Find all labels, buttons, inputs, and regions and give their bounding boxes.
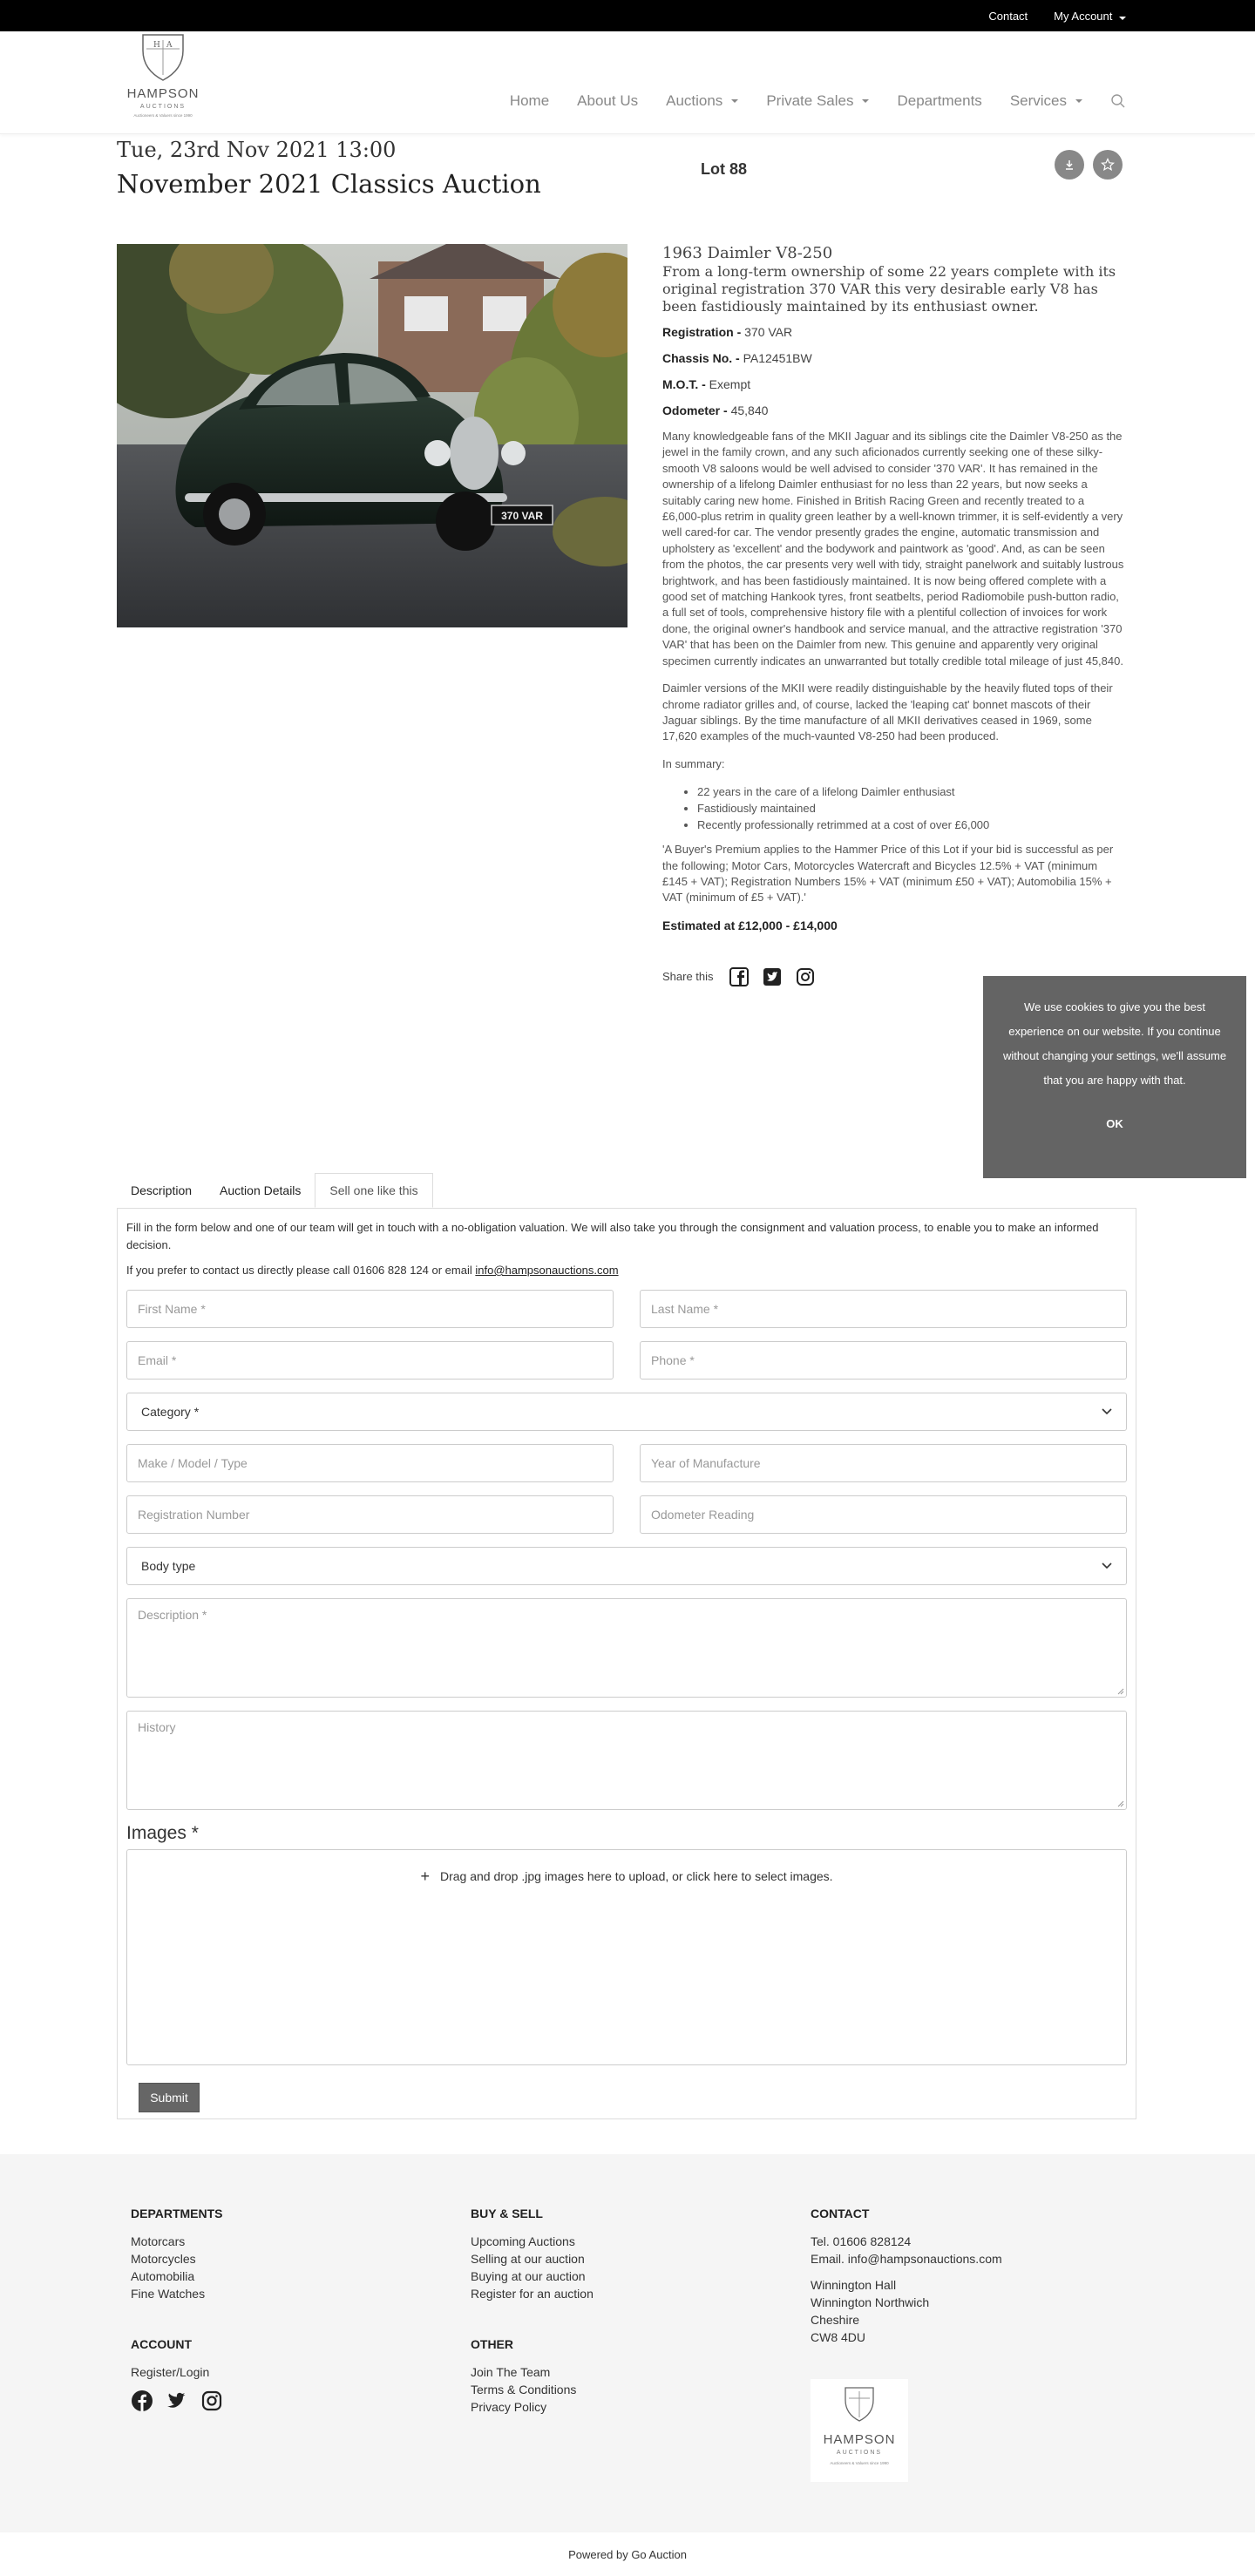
footer-heading: OTHER — [471, 2337, 513, 2351]
spec-value: PA12451BW — [743, 351, 812, 365]
chevron-down-icon — [1102, 1408, 1112, 1415]
download-icon — [1063, 159, 1075, 171]
chevron-down-icon — [1102, 1563, 1112, 1569]
auction-date: Tue, 23rd Nov 2021 13:00 — [117, 138, 397, 162]
footer-other-list — [471, 2363, 576, 2416]
lot-header — [0, 134, 1255, 244]
images-label: Images * — [126, 1823, 199, 1843]
lot-specs — [662, 324, 1124, 419]
nav-item-label: Auctions — [666, 92, 723, 109]
spec-row — [662, 350, 1124, 367]
contact-email-link[interactable]: info@hampsonauctions.com — [475, 1264, 619, 1277]
logo-tagline: Auctioneers & Valuers since 1990 — [133, 113, 193, 118]
nav-item-home[interactable] — [510, 92, 549, 110]
footer-link[interactable]: Buying at our auction — [471, 2269, 586, 2283]
form-row-vehicle — [126, 1444, 1127, 1482]
email-input[interactable]: Email * — [126, 1341, 614, 1380]
site-header — [0, 31, 1255, 134]
chevron-down-icon — [862, 99, 869, 103]
cookie-ok-button[interactable]: OK — [1106, 1117, 1123, 1130]
twitter-icon[interactable] — [763, 967, 782, 986]
footer-link[interactable]: Register for an auction — [471, 2287, 594, 2301]
facebook-icon[interactable] — [729, 967, 749, 986]
logo-letter-h: H — [153, 41, 160, 50]
spec-value: 370 VAR — [744, 325, 793, 339]
footer-link[interactable]: Privacy Policy — [471, 2400, 547, 2414]
description-paragraph: Daimler versions of the MKII were readily distinguishable by the heavily fluted tops of their chrome radiator grilles and, of course, lacked the 'leaping cat' bonnet mascots of their Jaguar siblings. By the time manufacture of all MKII derivatives ceased in 1969, some 17,620 examples of the much-vaunted V8-250 had been produced. — [662, 681, 1113, 743]
first-name-input[interactable]: First Name * — [126, 1290, 614, 1328]
logo-sub: AUCTIONS — [139, 104, 187, 110]
resize-handle-icon[interactable] — [1117, 1688, 1124, 1695]
category-select[interactable] — [126, 1393, 1127, 1431]
body-type-select[interactable] — [126, 1547, 1127, 1585]
make-model-input[interactable]: Make / Model / Type — [126, 1444, 614, 1482]
site-footer — [0, 2154, 1255, 2532]
image-dropzone[interactable] — [126, 1849, 1127, 2065]
footer-other — [471, 2335, 576, 2416]
address-line: Winnington Hall — [811, 2278, 897, 2292]
download-button[interactable] — [1055, 150, 1084, 180]
twitter-icon[interactable] — [166, 2390, 188, 2412]
facebook-icon[interactable] — [131, 2390, 153, 2412]
address-line: CW8 4DU — [811, 2330, 866, 2344]
search-icon[interactable] — [1110, 92, 1126, 110]
star-icon — [1101, 158, 1115, 172]
spec-value: Exempt — [709, 377, 751, 391]
resize-handle-icon[interactable] — [1117, 1800, 1124, 1807]
nav-item-label: Departments — [897, 92, 982, 109]
form-contact-line — [126, 1262, 1127, 1279]
footer-buysell — [471, 2205, 594, 2302]
powered-by-bar — [0, 2532, 1255, 2576]
summary-intro: In summary: — [662, 756, 725, 770]
main-nav — [510, 92, 1126, 110]
nav-item-label: Services — [1009, 92, 1067, 109]
form-row-name — [126, 1290, 1127, 1328]
form-contact-text: If you prefer to contact us directly please call 01606 828 124 or email — [126, 1264, 472, 1277]
spec-row — [662, 403, 1124, 419]
spec-value: 45,840 — [730, 403, 769, 417]
sell-form-panel — [117, 1208, 1136, 2119]
lot-number: Lot 88 — [701, 160, 748, 178]
chevron-down-icon — [731, 99, 738, 103]
auction-title: November 2021 Classics Auction — [117, 169, 541, 199]
top-bar — [0, 0, 1255, 31]
history-placeholder: History — [138, 1720, 176, 1734]
footer-social — [131, 2390, 223, 2412]
footer-account — [131, 2335, 223, 2412]
spec-label: M.O.T. - — [662, 377, 706, 391]
phone-input[interactable]: Phone * — [640, 1341, 1127, 1380]
spec-row — [662, 324, 1124, 341]
instagram-icon[interactable] — [796, 967, 815, 986]
footer-dept-list — [131, 2233, 223, 2302]
lot-tabs — [117, 1173, 1136, 1208]
footer-link[interactable]: Register/Login — [131, 2365, 210, 2379]
logo-letter-a: A — [166, 41, 173, 50]
lot-photo[interactable] — [117, 244, 628, 627]
spec-label: Chassis No. - — [662, 351, 740, 365]
footer-logo-tagline: Auctioneers & Valuers since 1990 — [830, 2461, 889, 2465]
buyers-premium: 'A Buyer's Premium applies to the Hammer Price of this Lot if your bid is successful as per the following; Motor Cars, Motorcycles Watercraft and Bicycles 12.5% + VAT (minimum £145 + VAT); Registration Numbers 15% + VAT (minimum £50 + VAT); Automobilia 15% + VAT (minimum of £5 + VAT).' — [662, 843, 1114, 905]
logo-wordmark: HAMPSON — [126, 86, 200, 101]
estimate: Estimated at £12,000 - £14,000 — [662, 918, 838, 932]
body-type-select-value: Body type — [141, 1559, 196, 1573]
description-placeholder: Description * — [138, 1608, 207, 1622]
dropzone-text: Drag and drop .jpg images here to upload, or click here to select images. — [439, 1869, 833, 1883]
contact-link[interactable]: Contact — [988, 9, 1028, 23]
lot-name: 1963 Daimler V8-250 — [662, 244, 833, 262]
nav-item-label: Private Sales — [766, 92, 854, 109]
lot-details — [662, 244, 1124, 986]
my-account-menu[interactable] — [1054, 10, 1126, 23]
footer-link[interactable]: Upcoming Auctions — [471, 2234, 575, 2248]
chevron-down-icon — [1119, 17, 1126, 20]
footer-address — [811, 2276, 1002, 2346]
chevron-down-icon — [1075, 99, 1082, 103]
description-paragraph: Many knowledgeable fans of the MKII Jaguar and its siblings cite the Daimler V8-250 as the jewel in the family crown, and any such aficionados currently seeking one of these silky-smooth V8 saloons would be well advised to consider '370 VAR'. It has remained in the ownership of a lifelong Daimler enthusiast for no less than 22 years, but now seeks a suitably caring new home. Finished in British Racing Green and recently treated to a £6,000-plus retrim in quality green leather by a well-known trimmer, it is self-evidently a very well cared-for car. The vendor presently grades the engine, automatic transmission and upholstery as 'excellent' and the bodywork and paintwork as 'good'. And, as can be seen from the photos, the car presents very well with tidy, straight panelwork and suitably lustrous brightwork, and has been fastidiously maintained. It is now being offered complete with a good set of matching Hankook tyres, front seatbelts, period Radiomobile push-button radio, a full set of tools, comprehensive history file with a plentiful collection of invoices for work done, the original owner's handbook and service manual, and the attractive registration '370 VAR' that has been on the Daimler from new. This genuine and apparently very original specimen currently indicates an unwarranted but totally credible total mileage of just 45,840. — [662, 430, 1124, 668]
spec-label: Registration - — [662, 325, 742, 339]
footer-buysell-list — [471, 2233, 594, 2302]
instagram-icon[interactable] — [200, 2390, 223, 2412]
summary-item: • Recently professionally retrimmed at a cost of over £6,000 — [697, 817, 1124, 833]
site-logo[interactable] — [117, 31, 209, 122]
footer-link[interactable]: Terms & Conditions — [471, 2383, 577, 2396]
lot-description — [662, 429, 1124, 745]
form-row-reg — [126, 1495, 1127, 1534]
registration-input[interactable]: Registration Number — [126, 1495, 614, 1534]
summary-list — [662, 783, 1124, 833]
footer-link[interactable]: Fine Watches — [131, 2287, 206, 2301]
footer-logo-wordmark: HAMPSON — [823, 2432, 896, 2447]
nav-item-label: About Us — [577, 92, 639, 109]
footer-heading: ACCOUNT — [131, 2337, 192, 2351]
footer-link[interactable]: Join The Team — [471, 2365, 551, 2379]
year-input[interactable]: Year of Manufacture — [640, 1444, 1127, 1482]
lot-subtitle: From a long-term ownership of some 22 years complete with its original registration 370 VAR this very desirable early V8 has been fastidiously maintained by its enthusiast owner. — [662, 263, 1116, 315]
share-label: Share this — [662, 970, 714, 984]
favourite-button[interactable] — [1093, 150, 1123, 180]
powered-by[interactable]: Powered by Go Auction — [568, 2547, 687, 2561]
category-select-value: Category * — [141, 1405, 200, 1419]
address-line: Winnington Northwich — [811, 2295, 930, 2309]
footer-email[interactable]: Email. info@hampsonauctions.com — [811, 2252, 1002, 2266]
history-textarea[interactable] — [126, 1711, 1127, 1810]
spec-label: Odometer - — [662, 403, 728, 417]
nav-item-auctions[interactable] — [666, 92, 738, 110]
summary-item: • Fastidiously maintained — [697, 800, 1124, 817]
footer-tel: Tel. 01606 828124 — [811, 2234, 912, 2248]
spec-row — [662, 376, 1124, 393]
nav-item-about-us[interactable] — [577, 92, 638, 110]
nav-item-services[interactable] — [1010, 92, 1082, 110]
tab-description[interactable]: Description — [131, 1183, 193, 1197]
footer-heading: BUY & SELL — [471, 2207, 543, 2220]
plus-icon: + — [420, 1868, 430, 1885]
footer-heading: DEPARTMENTS — [131, 2207, 223, 2220]
address-line: Cheshire — [811, 2313, 860, 2327]
submit-button[interactable]: Submit — [139, 2083, 200, 2112]
footer-link[interactable]: Selling at our auction — [471, 2252, 585, 2266]
description-textarea[interactable] — [126, 1598, 1127, 1698]
my-account-label: My Account — [1054, 9, 1113, 23]
last-name-input[interactable]: Last Name * — [640, 1290, 1127, 1328]
form-row-contact — [126, 1341, 1127, 1380]
nav-item-private-sales[interactable] — [766, 92, 869, 110]
form-intro: Fill in the form below and one of our team will get in touch with a no-obligation valuation. We will also take you through the consignment and valuation process, to enable you to make an informed decision. — [126, 1221, 1099, 1251]
nav-item-departments[interactable] — [897, 92, 981, 110]
tab-sell-one-like-this[interactable]: Sell one like this — [315, 1173, 432, 1208]
cookie-text: We use cookies to give you the best experience on our website. If you continue without changing your settings, we'll assume that you are happy with that. — [1002, 1000, 1227, 1087]
footer-account-list — [131, 2363, 223, 2381]
footer-link[interactable]: Motorcycles — [131, 2252, 196, 2266]
tab-auction-details[interactable]: Auction Details — [220, 1183, 302, 1197]
footer-heading: CONTACT — [811, 2207, 870, 2220]
nav-item-label: Home — [509, 92, 550, 109]
summary-item: • 22 years in the care of a lifelong Daimler enthusiast — [697, 783, 1124, 800]
footer-logo-sub: AUCTIONS — [836, 2450, 883, 2456]
lot-main — [0, 244, 1255, 1173]
footer-departments — [131, 2205, 223, 2302]
footer-link[interactable]: Automobilia — [131, 2269, 195, 2283]
odometer-input[interactable]: Odometer Reading — [640, 1495, 1127, 1534]
footer-link[interactable]: Motorcars — [131, 2234, 186, 2248]
cookie-banner — [983, 976, 1246, 1178]
footer-contact — [811, 2205, 1002, 2346]
footer-logo — [811, 2379, 908, 2482]
number-plate: 370 VAR — [501, 510, 543, 522]
